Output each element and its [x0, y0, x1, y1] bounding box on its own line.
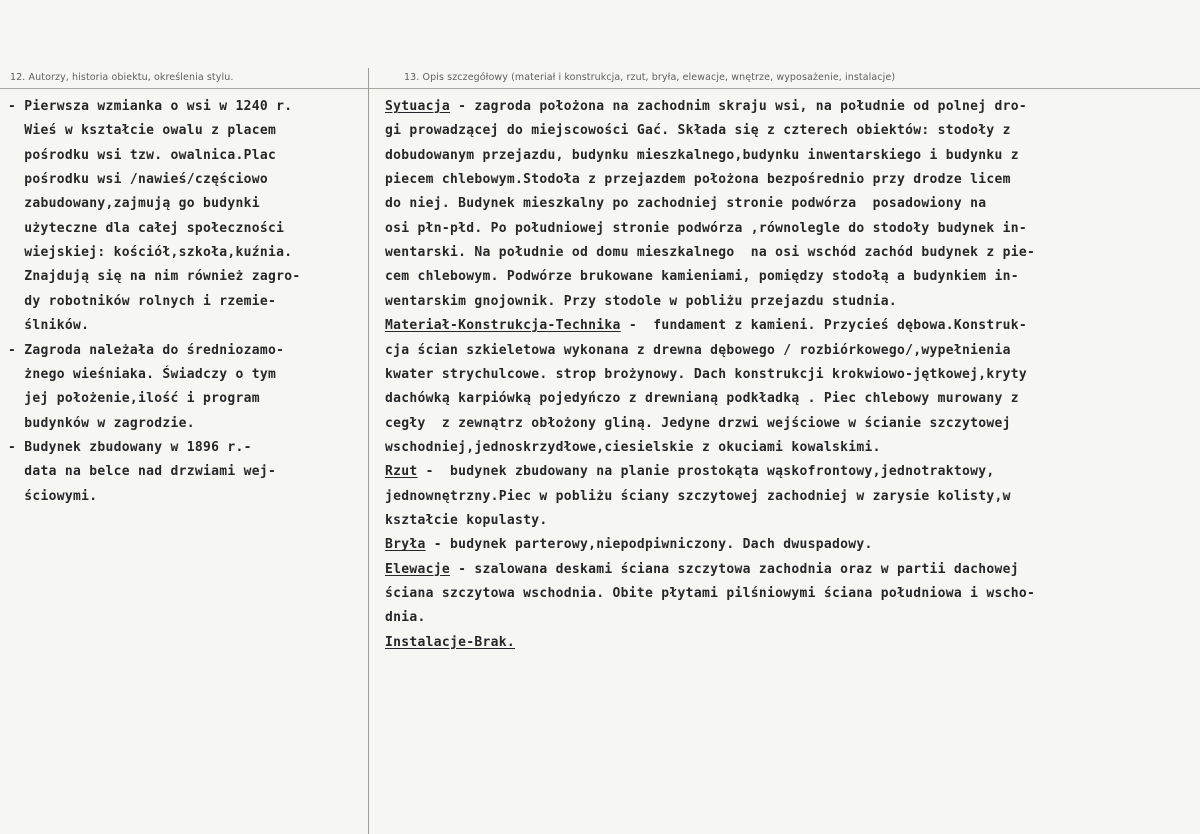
description-line — [385, 95, 1027, 119]
description-text: kwater strychulcowe. strop brożynowy. Dach konstrukcji krokwiowo-jętkowej,kryty — [385, 366, 1028, 382]
history-line: data na belce nad drzwiami wej- — [8, 464, 277, 480]
description-line — [385, 290, 897, 314]
description-text: - szalowana deskami ściana szczytowa zachodnia oraz w partii dachowej — [450, 561, 1019, 577]
history-line: Wieś w kształcie owalu z placem — [8, 123, 277, 139]
section-heading: Elewacje — [385, 561, 451, 577]
history-line: ślników. — [8, 318, 90, 334]
history-line: - Zagroda należała do średniozamo- — [8, 342, 285, 358]
description-text: dnia. — [385, 610, 426, 626]
history-line: zabudowany,zajmują go budynki — [8, 196, 260, 212]
history-line: - Pierwsza wzmianka o wsi w 1240 r. — [8, 99, 293, 114]
description-text: gi prowadzącej do miejscowości Gać. Składa się z czterech obiektów: stodoły z — [385, 123, 1011, 139]
header-divider — [0, 88, 1200, 89]
description-line — [385, 217, 1027, 241]
description-text: wentarski. Na południe od domu mieszkalnego na osi wschód zachód budynek z pie- — [385, 245, 1036, 261]
description-text: - zagroda położona na zachodnim skraju wsi, na południe od polnej dro- — [450, 99, 1028, 114]
description-text: - budynek parterowy,niepodpiwniczony. Dach dwuspadowy. — [425, 537, 873, 553]
description-line — [385, 339, 1011, 363]
description-line — [385, 460, 995, 484]
description-text: - fundament z kamieni. Przycieś dębowa.Konstruk- — [620, 318, 1028, 334]
description-line — [385, 436, 881, 460]
description-text: dobudowanym przejazdu, budynku mieszkalnego,budynku inwentarskiego i budynku z — [385, 147, 1019, 163]
description-text: dachówką karpiówką pojedyńczo z drewnianą podkładką . Piec chlebowy murowany z — [385, 391, 1019, 407]
description-text: kształcie kopulasty. — [385, 512, 548, 528]
description-line — [385, 168, 1011, 192]
history-line: - Budynek zbudowany w 1896 r.- — [8, 439, 252, 455]
history-line: budynków w zagrodzie. — [8, 415, 195, 431]
history-line: dy robotników rolnych i rzemie- — [8, 293, 277, 309]
description-text: jednownętrzny.Piec w pobliżu ściany szczytowej zachodniej w zarysie kolisty,w — [385, 488, 1011, 504]
description-line — [385, 412, 1011, 436]
description-line — [385, 314, 1027, 338]
description-text: piecem chlebowym.Stodoła z przejazdem położona bezpośrednio przy drodze licem — [385, 172, 1011, 188]
history-line: ściowymi. — [8, 488, 98, 504]
history-line: Znajdują się na nim również zagro- — [8, 269, 301, 285]
description-text: do niej. Budynek mieszkalny po zachodniej stronie podwórza posadowiony na — [385, 196, 987, 212]
description-line — [385, 558, 1019, 582]
description-line — [385, 265, 1019, 289]
description-line — [385, 119, 1011, 143]
history-line: pośrodku wsi tzw. owalnica.Plac — [8, 147, 277, 163]
description-line — [385, 241, 1035, 265]
description-text: wschodniej,jednoskrzydłowe,ciesielskie z okuciami kowalskimi. — [385, 439, 881, 455]
description-text: cja ścian szkieletowa wykonana z drewna dębowego / rozbiórkowego/,wypełnienia — [385, 342, 1011, 358]
description-line — [385, 533, 873, 557]
description-line — [385, 192, 986, 216]
description-line — [385, 144, 1019, 168]
description-text: cem chlebowym. Podwórze brukowane kamieniami, pomiędzy stodołą a budynkiem in- — [385, 269, 1019, 285]
history-line: pośrodku wsi /nawieś/częściowo — [8, 172, 269, 188]
description-line — [385, 606, 426, 630]
description-text: osi płn-płd. Po południowej stronie podwórza ,równolegle do stodoły budynek in- — [385, 220, 1028, 236]
section-heading: Rzut — [385, 464, 418, 480]
history-line: żnego wieśniaka. Świadczy o tym — [8, 366, 277, 382]
description-line — [385, 631, 515, 655]
description-text: wentarskim gnojownik. Przy stodole w pobliżu przejazdu studnia. — [385, 293, 897, 309]
section-13-header: 13. Opis szczegółowy (materiał i konstrukcja, rzut, bryła, elewacje, wnętrze, wyposażenie, instalacje) — [404, 72, 896, 83]
description-line — [385, 363, 1027, 387]
description-line — [385, 509, 548, 533]
history-line: użyteczne dla całej społeczności — [8, 220, 285, 236]
section-heading: Bryła — [385, 537, 426, 553]
section-heading: Materiał-Konstrukcja-Technika — [385, 318, 621, 334]
description-text: - budynek zbudowany na planie prostokąta wąskofrontowy,jednotraktowy, — [417, 464, 995, 480]
history-line: jej położenie,ilość i program — [8, 391, 260, 407]
description-line — [385, 582, 1035, 606]
history-line: wiejskiej: kościół,szkoła,kuźnia. — [8, 245, 293, 261]
description-line — [385, 387, 1019, 411]
section-heading: Instalacje-Brak. — [385, 634, 516, 650]
description-text: ściana szczytowa wschodnia. Obite płytami pilśniowymi ściana południowa i wscho- — [385, 586, 1036, 601]
section-12-header: 12. Autorzy, historia obiektu, określenia stylu. — [10, 72, 234, 83]
description-line — [385, 485, 1011, 509]
section-heading: Sytuacja — [385, 99, 451, 114]
description-text: cegły z zewnątrz obłożony gliną. Jedyne drzwi wejściowe w ścianie szczytowej — [385, 415, 1011, 431]
column-divider — [368, 68, 369, 834]
